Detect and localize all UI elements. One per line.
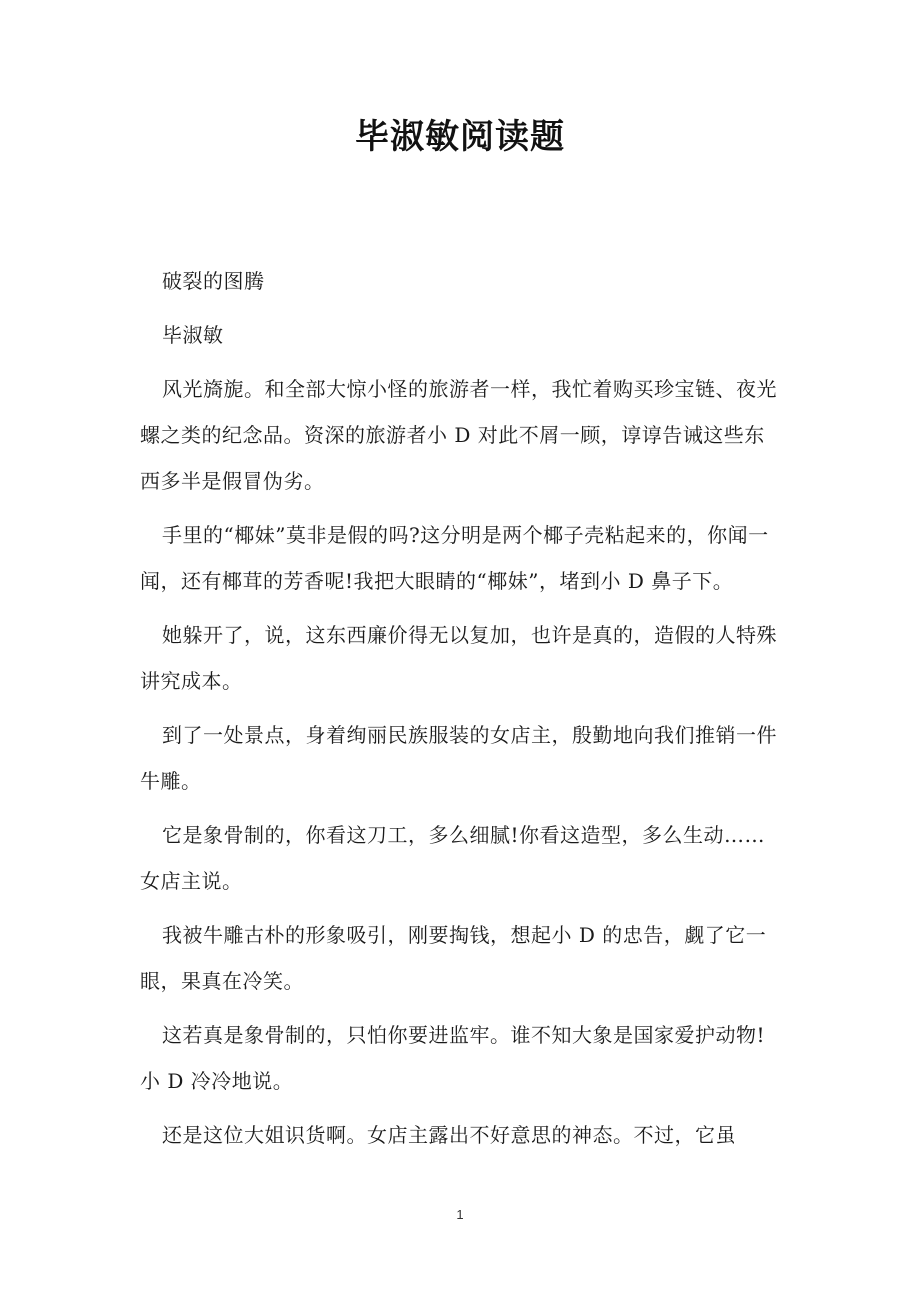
paragraph: 我被牛雕古朴的形象吸引，刚要掏钱，想起小 D 的忠告，觑了它一眼，果真在冷笑。 bbox=[140, 923, 767, 993]
document-title: 毕淑敏阅读题 bbox=[355, 117, 565, 157]
page-number: 1 bbox=[456, 1207, 464, 1222]
paragraph: 到了一处景点，身着绚丽民族服装的女店主，殷勤地向我们推销一件牛雕。 bbox=[140, 723, 777, 793]
paragraph: 这若真是象骨制的，只怕你要进监牢。谁不知大象是国家爱护动物!小 D 冷冷地说。 bbox=[140, 1023, 766, 1093]
paragraph-subtitle: 破裂的图腾 bbox=[162, 269, 265, 293]
paragraph: 风光旖旎。和全部大惊小怪的旅游者一样，我忙着购买珍宝链、夜光螺之类的纪念品。资深的旅游者小 D 对此不屑一顾，谆谆告诫这些东西多半是假冒伪劣。 bbox=[140, 377, 777, 493]
paragraph-author: 毕淑敏 bbox=[162, 323, 224, 347]
paragraph: 她躲开了，说，这东西廉价得无以复加，也许是真的，造假的人特殊讲究成本。 bbox=[140, 623, 777, 693]
paragraph: 手里的“椰妹”莫非是假的吗?这分明是两个椰子壳粘起来的，你闻一闻，还有椰茸的芳香呢!我把大眼睛的“椰妹”，堵到小 D 鼻子下。 bbox=[140, 523, 769, 593]
paragraph: 它是象骨制的，你看这刀工，多么细腻!你看这造型，多么生动……女店主说。 bbox=[140, 823, 766, 893]
paragraph: 还是这位大姐识货啊。女店主露出不好意思的神态。不过，它虽 bbox=[162, 1123, 736, 1147]
document-body bbox=[140, 258, 778, 1166]
